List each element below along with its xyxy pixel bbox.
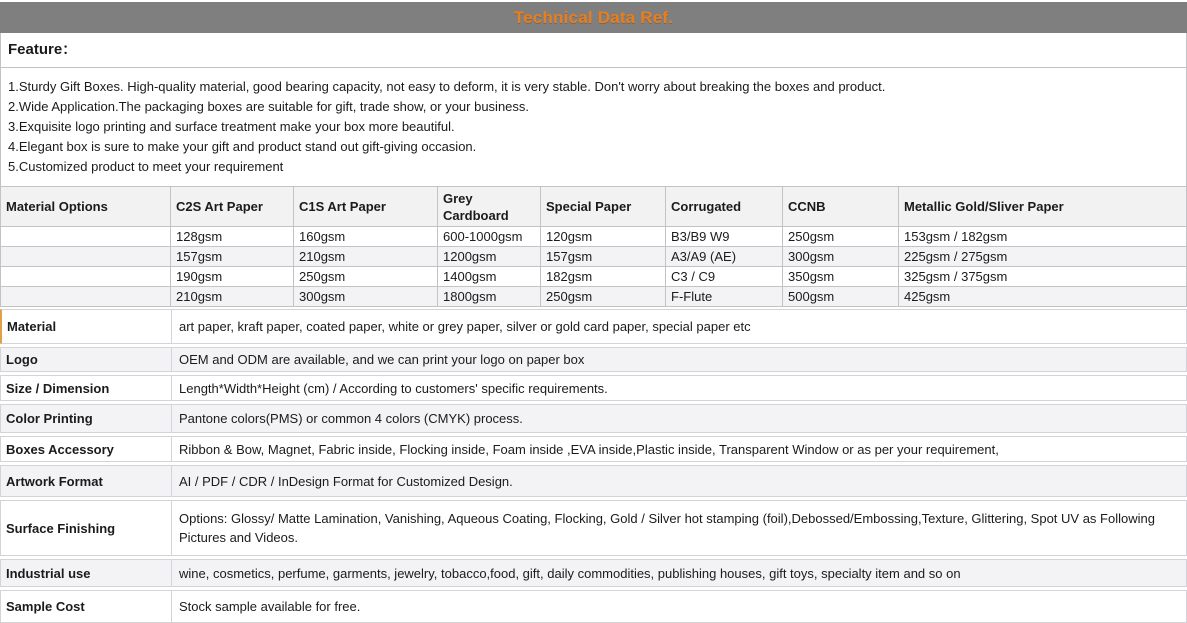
column-header: CCNB [783, 187, 899, 227]
spec-row-value: Stock sample available for free. [179, 599, 361, 614]
table-cell: 157gsm [541, 247, 666, 267]
table-cell [1, 227, 171, 247]
feature-section [0, 33, 1187, 186]
spec-row-label: Size / Dimension [1, 376, 172, 400]
spec-row-label: Sample Cost [1, 591, 172, 622]
table-cell: 350gsm [783, 267, 899, 287]
column-header: C1S Art Paper [294, 187, 438, 227]
column-header: Metallic Gold/Sliver Paper [899, 187, 1187, 227]
table-cell: 300gsm [783, 247, 899, 267]
spec-row [0, 309, 1187, 344]
table-cell: 1400gsm [438, 267, 541, 287]
table-cell: 425gsm [899, 287, 1187, 307]
material-row [1, 267, 1187, 287]
spec-row-label: Industrial use [1, 560, 172, 586]
spec-row [0, 465, 1187, 497]
table-cell: 325gsm / 375gsm [899, 267, 1187, 287]
spec-row [0, 590, 1187, 623]
feature-item: 4.Elegant box is sure to make your gift and product stand out gift-giving occasion. [8, 139, 477, 154]
column-header: Material Options [1, 187, 171, 227]
spec-row-value: wine, cosmetics, perfume, garments, jewelry, tobacco,food, gift, daily commodities, publishing houses, gift toys, specialty item and so on [179, 565, 961, 581]
table-cell: 1200gsm [438, 247, 541, 267]
table-cell: C3 / C9 [666, 267, 783, 287]
spec-row-label: Material [2, 310, 172, 343]
feature-item: 1.Sturdy Gift Boxes. High-quality material, good bearing capacity, not easy to deform, it is very stable. Don't worry about breaking the boxes and product. [8, 79, 886, 94]
table-cell: 210gsm [171, 287, 294, 307]
table-cell: 153gsm / 182gsm [899, 227, 1187, 247]
material-row [1, 287, 1187, 307]
table-cell: 1800gsm [438, 287, 541, 307]
table-cell: 600-1000gsm [438, 227, 541, 247]
table-cell: 250gsm [541, 287, 666, 307]
spec-row-value: Ribbon & Bow, Magnet, Fabric inside, Flocking inside, Foam inside ,EVA inside,Plastic inside, Transparent Window or as per your requirement, [179, 441, 999, 457]
spec-row-value: art paper, kraft paper, coated paper, white or grey paper, silver or gold card paper, special paper etc [179, 319, 751, 334]
spec-row-value: AI / PDF / CDR / InDesign Format for Customized Design. [179, 473, 513, 489]
spec-sheet-page [0, 2, 1187, 623]
page-title: Technical Data Ref. [513, 7, 674, 27]
feature-item: 3.Exquisite logo printing and surface treatment make your box more beautiful. [8, 119, 455, 134]
table-cell: 190gsm [171, 267, 294, 287]
table-cell: 157gsm [171, 247, 294, 267]
spec-rows [0, 309, 1187, 623]
feature-heading: Feature： [1, 33, 1186, 68]
column-header: Corrugated [666, 187, 783, 227]
table-cell: 300gsm [294, 287, 438, 307]
spec-row-value: Options: Glossy/ Matte Lamination, Vanishing, Aqueous Coating, Flocking, Gold / Silver hot stamping (foil),Debossed/Embossing,Texture, Glittering, Spot UV as Following Pictures and Videos. [179, 511, 1155, 545]
spec-row [0, 404, 1187, 433]
table-cell: 182gsm [541, 267, 666, 287]
table-cell [1, 287, 171, 307]
table-cell: 225gsm / 275gsm [899, 247, 1187, 267]
table-cell: 250gsm [783, 227, 899, 247]
table-cell [1, 267, 171, 287]
feature-item: 5.Customized product to meet your requirement [8, 159, 284, 174]
spec-row-value: Length*Width*Height (cm) / According to customers' specific requirements. [179, 380, 608, 396]
table-cell: B3/B9 W9 [666, 227, 783, 247]
column-header: Special Paper [541, 187, 666, 227]
spec-row-label: Logo [1, 348, 172, 371]
table-cell: A3/A9 (AE) [666, 247, 783, 267]
table-cell: 210gsm [294, 247, 438, 267]
table-cell: 160gsm [294, 227, 438, 247]
table-cell: 120gsm [541, 227, 666, 247]
table-cell: F-Flute [666, 287, 783, 307]
table-cell: 250gsm [294, 267, 438, 287]
column-header: C2S Art Paper [171, 187, 294, 227]
material-row [1, 247, 1187, 267]
spec-row [0, 347, 1187, 372]
spec-row-label: Boxes Accessory [1, 437, 172, 461]
spec-row-label: Surface Finishing [1, 501, 172, 555]
spec-row-value: Pantone colors(PMS) or common 4 colors (CMYK) process. [179, 411, 523, 426]
materials-table [0, 186, 1187, 307]
spec-row [0, 436, 1187, 462]
table-cell: 128gsm [171, 227, 294, 247]
spec-row-value: OEM and ODM are available, and we can print your logo on paper box [179, 352, 585, 367]
feature-list [1, 68, 1186, 186]
materials-header-row [1, 187, 1187, 227]
column-header: Grey Cardboard [438, 187, 541, 227]
material-row [1, 227, 1187, 247]
spec-row [0, 375, 1187, 401]
title-bar [0, 2, 1187, 33]
spec-row [0, 559, 1187, 587]
table-cell: 500gsm [783, 287, 899, 307]
spec-row-label: Color Printing [1, 405, 172, 432]
spec-row [0, 500, 1187, 556]
table-cell [1, 247, 171, 267]
feature-item: 2.Wide Application.The packaging boxes are suitable for gift, trade show, or your business. [8, 99, 530, 114]
spec-row-label: Artwork Format [1, 466, 172, 496]
